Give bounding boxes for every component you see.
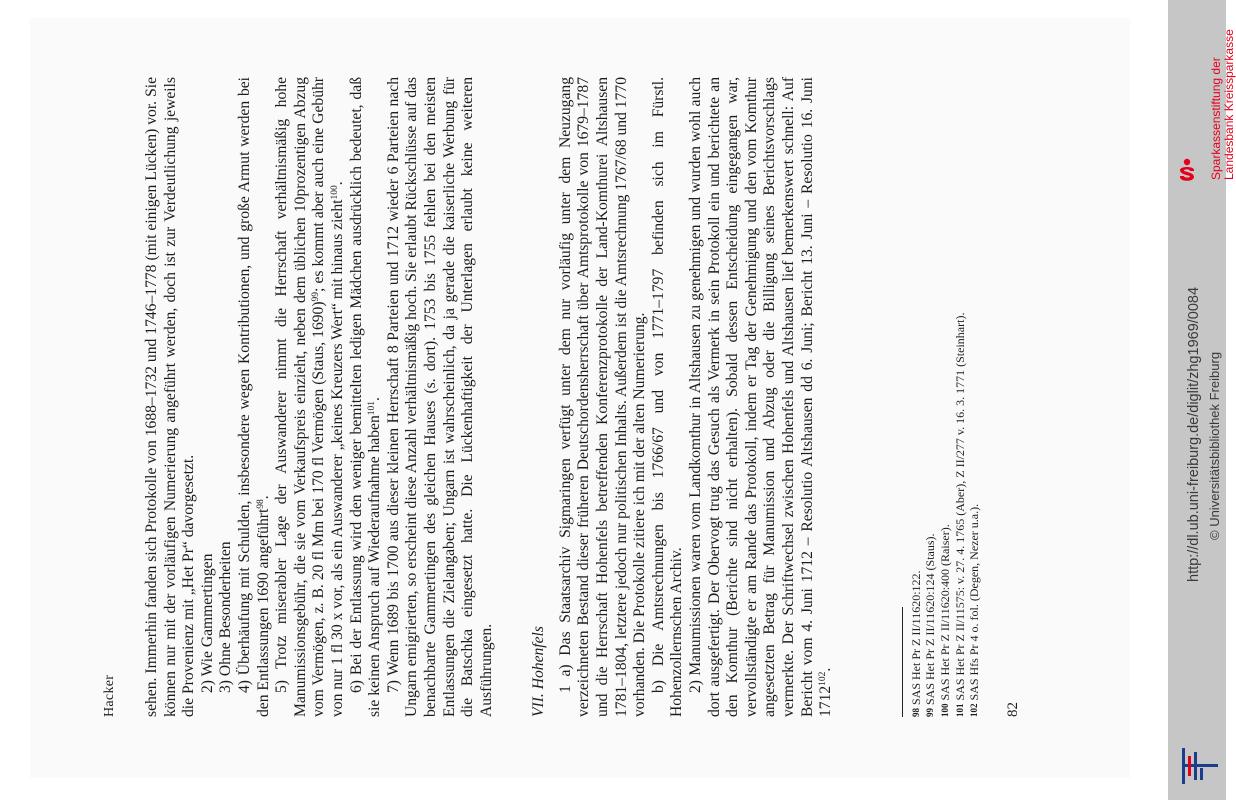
footnote (909, 77, 924, 717)
footnote-ref: 99 (311, 291, 322, 302)
paragraph-text: 2) Wie Gammertingen (198, 553, 216, 693)
paragraph-text: 6) Bei der Entlassung wird den weniger bemittelten ledigen Mädchen ausdrücklich bedeutet, daß sie keinen Anspruch auf Wiederaufnahme haben (347, 77, 384, 717)
sparkasse-logo-icon (1178, 158, 1196, 184)
footnote-number: 100 (939, 703, 950, 717)
body-text (143, 77, 1022, 717)
footnote-ref: 102 (818, 671, 829, 686)
paragraph (273, 77, 347, 717)
footnote-number: 99 (925, 708, 936, 717)
footnote-text: SAS Het Pr Z II/11620:124 (Staus). (923, 533, 938, 705)
paragraph (143, 77, 199, 717)
footnote-number: 102 (969, 703, 980, 717)
paragraph-text-continued: . (366, 397, 384, 401)
copyright-text: © Universitätsbibliothek Freiburg (1207, 351, 1222, 540)
paragraph (557, 77, 650, 717)
footnotes (909, 77, 982, 717)
running-head: Hacker (102, 674, 117, 717)
rotated-page (35, 55, 1115, 745)
paragraph (385, 77, 497, 717)
paragraph-text: 7) Wenn 1689 bis 1700 aus dieser kleinen Herrschaft 8 Parteien und 1712 wieder 6 Parteien nach Ungarn emigrierten, so erscheint diese Anzahl verhältnismäßig hoch. Sie erlaubt Rückschlüsse auf das benachbarte Gammertingen des gleichen Hauses (s. dort). 1753 bis 1755 fehlen bei den meisten Entlassungen die Zielangaben; Ungarn ist wahrscheinlich, da ja gerade die kaiserliche Werbung für die Batschka eingesetzt hatte. Die Lückenhaftigkeit der Unterlagen erlaubt keine weiteren Ausführungen. (384, 77, 495, 717)
paragraph (199, 77, 218, 717)
paragraph (217, 77, 236, 717)
paragraph (687, 77, 836, 717)
footnote-text: SAS Hfs Pr 4 o. fol. (Degen, Nezer u.a.). (967, 503, 982, 701)
paragraph-text: 3) Ohne Besonderheiten (217, 541, 235, 693)
paragraph (348, 77, 385, 717)
footnote-text: SAS Het Pr Z II/11620:400 (Raiser). (937, 524, 952, 701)
sponsor-text (1210, 29, 1236, 180)
paragraph-text: 4) Überhäufung mit Schulden, insbesondere wegen Kontributionen, und große Armut werden bei den Entlassungen 1690 angeführt (235, 77, 272, 717)
paragraph-text: 2) Manumissionen waren vom Landkomthur in Altshausen zu genehmigen und wurden wohl auch dort ausgefertigt. Der Obervogt trug das Gesuch als Vermerk in sein Protokoll ein und berichtete an den Komthur (Berichte sind nicht erhalten). Sobald dessen Entscheidung eingegangen war, vervollständigte er am Rande das Protokoll, indem er Tag der Genehmigung und den vom Komthur angesetzten Betrag für Manumission und Abzug oder die Billigung seines Berichtsvorschlags vermerkte. Der Schriftwechsel zwischen Hohenfels und Altshausen lief bemerkenswert schnell: Auf Bericht vom 4. Juni 1712 – Resolutio Altshausen dd 6. Juni; Bericht 13. Juni – Resolutio 16. Juni 1712 (687, 77, 835, 717)
main-paragraphs (143, 77, 496, 717)
footnote-text: SAS Het Pr Z II/11620:122. (908, 570, 923, 705)
page-number: 82 (1004, 702, 1021, 717)
footnote-number: 101 (954, 703, 965, 717)
paragraph-text-continued: . (254, 495, 272, 500)
section-heading: VII. Hohenfels (530, 626, 548, 717)
footnote-ref: 98 (255, 499, 266, 509)
paragraph-text-continued: . (817, 667, 835, 672)
footnote-text: SAS Het Pr Z II/11575: v. 27. 4. 1765 (Aber), Z II/277 v. 16. 3. 1771 (Steinhart). (952, 312, 967, 701)
footnote-number: 98 (910, 708, 921, 717)
footnote-ref: 100 (329, 185, 340, 200)
footnote-ref: 101 (367, 401, 378, 416)
paragraph-text: b) Die Amtsrechnungen bis 1766/67 und von 1771–1797 befinden sich im Fürstl. Hohenzollernschen Archiv. (649, 77, 686, 717)
footnote (923, 77, 938, 717)
paragraph-text-continued: ; es kommt aber auch eine Gebühr von nur 1 fl 30 x vor, als ein Auswanderer „keines Kreuzers Wert“ mit hinaus zieht (310, 76, 346, 717)
sponsor-line-2: Landesbank Kreissparkasse (1222, 29, 1236, 180)
paragraph-text: 5) Trotz miserabler Lage der Auswanderer nimmt die Herrschaft verhältnismäßig hohe Manumissionsgebühr, die sie vom Verkaufspreis einzieht, neben dem üblichen 10prozentigen Abzug vom Vermögen, z. B. 20 fl Mm bei 170 fl Vermögen (Staus, 1690) (273, 77, 328, 717)
sponsor-line-1: Sparkassenstiftung der (1209, 57, 1223, 180)
paragraph (236, 77, 273, 717)
section-paragraphs (557, 77, 836, 717)
footnote (953, 77, 968, 717)
paragraph-text: 1 a) Das Staatsarchiv Sigmaringen verfügt unter dem nur vorläufig unter dem Neuzugang verzeichneten Bestand dieser früheren Deutschordensherrschaft über Amtsprotokolle von 1679–1787 und die Herrschaft Hohenfels betreffenden Konferenzprotokolle der Land-Komthurei Altshausen 1781–1804, letztere jedoch nur politischen Inhalts. Außerdem ist die Amtsrechnung 1767/68 und 1770 vorhanden. Die Protokolle zitiere ich mit der alten Numerierung. (556, 77, 649, 717)
paragraph (650, 77, 687, 717)
footnote (938, 77, 953, 717)
paragraph-text: sehen. Immerhin fanden sich Protokolle von 1688–1732 und 1746–1778 (mit einigen Lücken) vor. Sie können nur mit der vorläufigen Numerierung angeführt werden, doch ist zur Verdeutlichung jeweils die Provenienz mit „Het Pr“ davorgesetzt. (143, 77, 198, 717)
source-url-link[interactable]: http://dl.ub.uni-freiburg.de/diglit/zhg1969/0084 (1186, 286, 1202, 582)
paragraph-text-end: . (328, 181, 346, 186)
footnote-rule (902, 607, 903, 717)
university-library-logo-icon (1178, 742, 1226, 790)
footnote (967, 77, 982, 717)
